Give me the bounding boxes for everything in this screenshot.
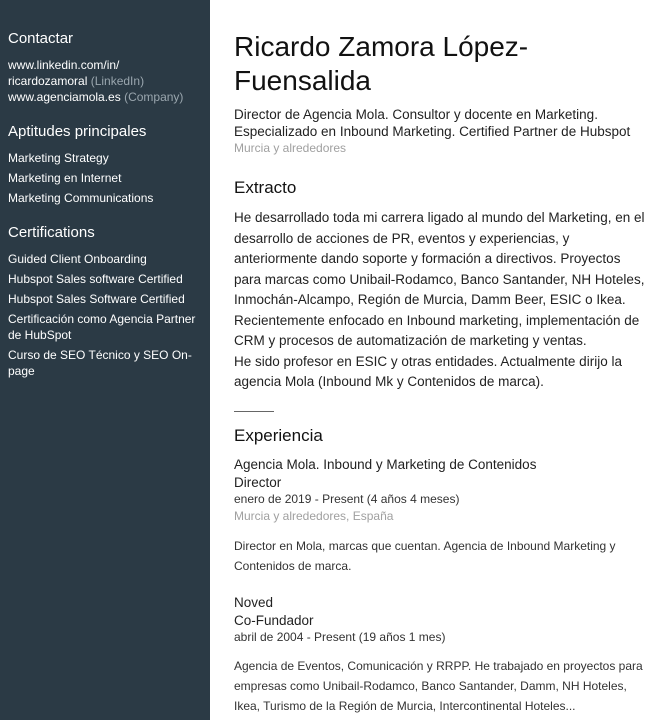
job-dates: abril de 2004 - Present (19 años 1 mes): [234, 629, 446, 644]
certification-item: Curso de SEO Técnico y SEO On-page: [8, 348, 192, 378]
section-divider: [234, 411, 274, 412]
skill-item: Marketing en Internet: [8, 171, 122, 185]
summary-section: [234, 178, 646, 393]
sidebar: [0, 0, 210, 720]
profile-name: Ricardo Zamora López-Fuensalida: [234, 31, 529, 96]
job-title: Co-Fundador: [234, 612, 314, 628]
certification-item: Certificación como Agencia Partner de HubSpot: [8, 312, 196, 342]
experience-heading: Experiencia: [234, 425, 323, 445]
job-description: Agencia de Eventos, Comunicación y RRPP. He trabajado en proyectos para empresas como Unibail-Rodamco, Banco Santander, Damm, NH Hoteles, Ikea, Turismo de la Región de Murcia, Intercontinental Hoteles...: [234, 658, 643, 713]
certifications-heading: Certifications: [8, 224, 95, 241]
summary-paragraph: He sido profesor en ESIC y otras entidades. Actualmente dirijo la agencia Mola (Inbound Mk y Contenidos de marca).: [234, 353, 622, 389]
job-company: Agencia Mola. Inbound y Marketing de Contenidos: [234, 456, 537, 472]
summary-heading: Extracto: [234, 178, 297, 197]
company-tag: (Company): [124, 90, 184, 104]
company-link[interactable]: [8, 89, 202, 105]
job-company: Noved: [234, 594, 274, 610]
job-entry: [234, 456, 646, 576]
job-description: Director en Mola, marcas que cuentan. Agencia de Inbound Marketing y Contenidos de marca.: [234, 538, 616, 573]
job-location: Murcia y alrededores, España: [234, 508, 394, 523]
skills-section: [8, 123, 202, 206]
experience-section: [234, 426, 646, 716]
skill-item: Marketing Communications: [8, 191, 154, 205]
skills-heading: Aptitudes principales: [8, 123, 147, 140]
skill-item: Marketing Strategy: [8, 151, 109, 165]
company-url: www.agenciamola.es: [8, 90, 121, 104]
certification-item: Hubspot Sales software Certified: [8, 272, 183, 286]
linkedin-tag: (LinkedIn): [90, 74, 145, 88]
linkedin-link[interactable]: [8, 57, 202, 89]
job-entry: [234, 594, 646, 716]
contact-heading: Contactar: [8, 30, 74, 47]
contact-section: [8, 30, 202, 105]
profile-headline: Director de Agencia Mola. Consultor y docente en Marketing. Especializado en Inbound Marketing. Certified Partner de Hubspot: [234, 107, 631, 139]
profile-location: Murcia y alrededores: [234, 141, 347, 155]
summary-paragraph: He desarrollado toda mi carrera ligado al mundo del Marketing, en el desarrollo de acciones de PR, eventos y experiencias, y anteriormente dando soporte y formación a directivos. Proyectos para marcas como Unibail-Rodamco, Banco Santander, NH Hoteles, Inmochán-Alcampo, Región de Murcia, Damm Beer, ESIC o Ikea. Recientemente enfocado en Inbound marketing, implementación de CRM y procesos de automatización de marketing y ventas.: [234, 210, 645, 348]
linkedin-url-line1: www.linkedin.com/in/: [8, 58, 120, 72]
summary-text: [234, 208, 646, 393]
job-dates: enero de 2019 - Present (4 años 4 meses): [234, 491, 460, 506]
linkedin-url-line2: ricardozamoral: [8, 74, 88, 88]
certification-item: Hubspot Sales Software Certified: [8, 292, 185, 306]
certification-item: Guided Client Onboarding: [8, 252, 147, 266]
certifications-section: [8, 224, 202, 379]
job-title: Director: [234, 474, 282, 490]
main-content: [210, 0, 664, 720]
